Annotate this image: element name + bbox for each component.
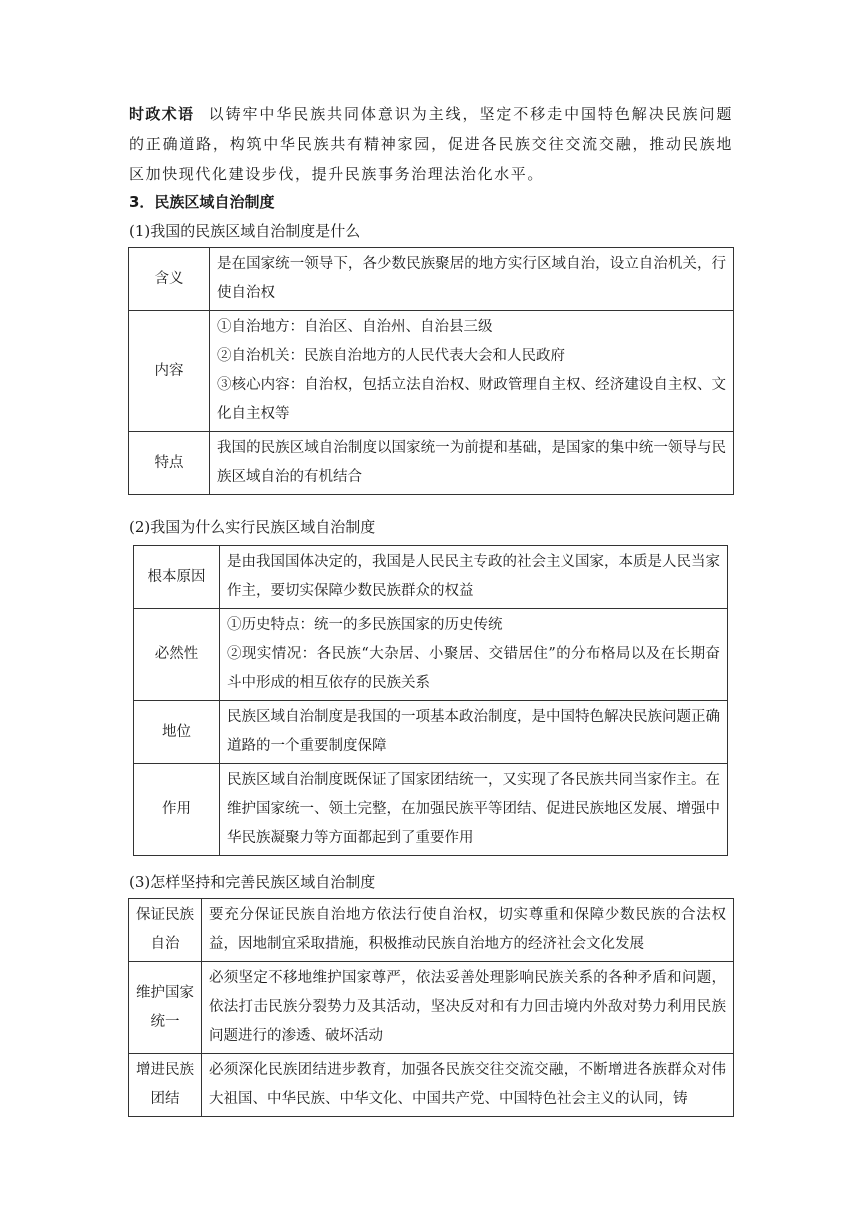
intro-label: 时政术语 xyxy=(129,105,195,123)
row-key: 含义 xyxy=(129,248,210,311)
table-row xyxy=(134,609,728,701)
table-row xyxy=(134,701,728,764)
row-key: 地位 xyxy=(134,701,220,764)
row-value: 要充分保证民族自治地方依法行使自治权，切实尊重和保障少数民族的合法权益，因地制宜采取措施，积极推动民族自治地方的经济社会文化发展 xyxy=(202,899,734,962)
row-key: 必然性 xyxy=(134,609,220,701)
table-row xyxy=(129,311,734,432)
intro-paragraph xyxy=(129,99,733,189)
row-value: 是由我国国体决定的，我国是人民民主专政的社会主义国家，本质是人民当家作主，要切实保障少数民族群众的权益 xyxy=(220,546,728,609)
row-value: 民族区域自治制度是我国的一项基本政治制度，是中国特色解决民族问题正确道路的一个重要制度保障 xyxy=(220,701,728,764)
table-row xyxy=(134,764,728,856)
table-row xyxy=(129,1054,734,1117)
row-key: 保证民族自治 xyxy=(129,899,202,962)
row-value: 是在国家统一领导下，各少数民族聚居的地方实行区域自治，设立自治机关，行使自治权 xyxy=(210,248,734,311)
row-value: ①历史特点：统一的多民族国家的历史传统 ②现实情况：各民族“大杂居、小聚居、交错居住”的分布格局以及在长期奋斗中形成的相互依存的民族关系 xyxy=(220,609,728,701)
row-key: 根本原因 xyxy=(134,546,220,609)
row-key: 增进民族团结 xyxy=(129,1054,202,1117)
part1-table xyxy=(128,247,734,495)
row-key: 特点 xyxy=(129,432,210,495)
part3-table xyxy=(128,898,734,1117)
table-row xyxy=(129,962,734,1054)
table-row xyxy=(129,899,734,962)
row-value: 必须坚定不移地维护国家尊严，依法妥善处理影响民族关系的各种矛盾和问题，依法打击民族分裂势力及其活动，坚决反对和有力回击境内外敌对势力利用民族问题进行的渗透、破坏活动 xyxy=(202,962,734,1054)
table-row xyxy=(129,248,734,311)
intro-text: 以铸牢中华民族共同体意识为主线，坚定不移走中国特色解决民族问题的正确道路，构筑中华民族共有精神家园，促进各民族交往交流交融，推动民族地区加快现代化建设步伐，提升民族事务治理法治化水平。 xyxy=(129,105,733,183)
part3-title: (3)怎样坚持和完善民族区域自治制度 xyxy=(129,873,376,891)
table-row xyxy=(134,546,728,609)
row-value: 必须深化民族团结进步教育，加强各民族交往交流交融，不断增进各族群众对伟大祖国、中华民族、中华文化、中国共产党、中国特色社会主义的认同，铸 xyxy=(202,1054,734,1117)
section-title: 3．民族区域自治制度 xyxy=(129,193,275,211)
row-key: 内容 xyxy=(129,311,210,432)
part1-title: (1)我国的民族区域自治制度是什么 xyxy=(129,222,361,240)
row-value: 民族区域自治制度既保证了国家团结统一，又实现了各民族共同当家作主。在维护国家统一、领土完整，在加强民族平等团结、促进民族地区发展、增强中华民族凝聚力等方面都起到了重要作用 xyxy=(220,764,728,856)
table-row xyxy=(129,432,734,495)
part2-table xyxy=(133,545,728,856)
row-value: 我国的民族区域自治制度以国家统一为前提和基础，是国家的集中统一领导与民族区域自治的有机结合 xyxy=(210,432,734,495)
part2-title: (2)我国为什么实行民族区域自治制度 xyxy=(129,518,376,536)
row-value: ①自治地方：自治区、自治州、自治县三级 ②自治机关：民族自治地方的人民代表大会和人民政府 ③核心内容：自治权，包括立法自治权、财政管理自主权、经济建设自主权、文化自主权等 xyxy=(210,311,734,432)
row-key: 维护国家统一 xyxy=(129,962,202,1054)
row-key: 作用 xyxy=(134,764,220,856)
